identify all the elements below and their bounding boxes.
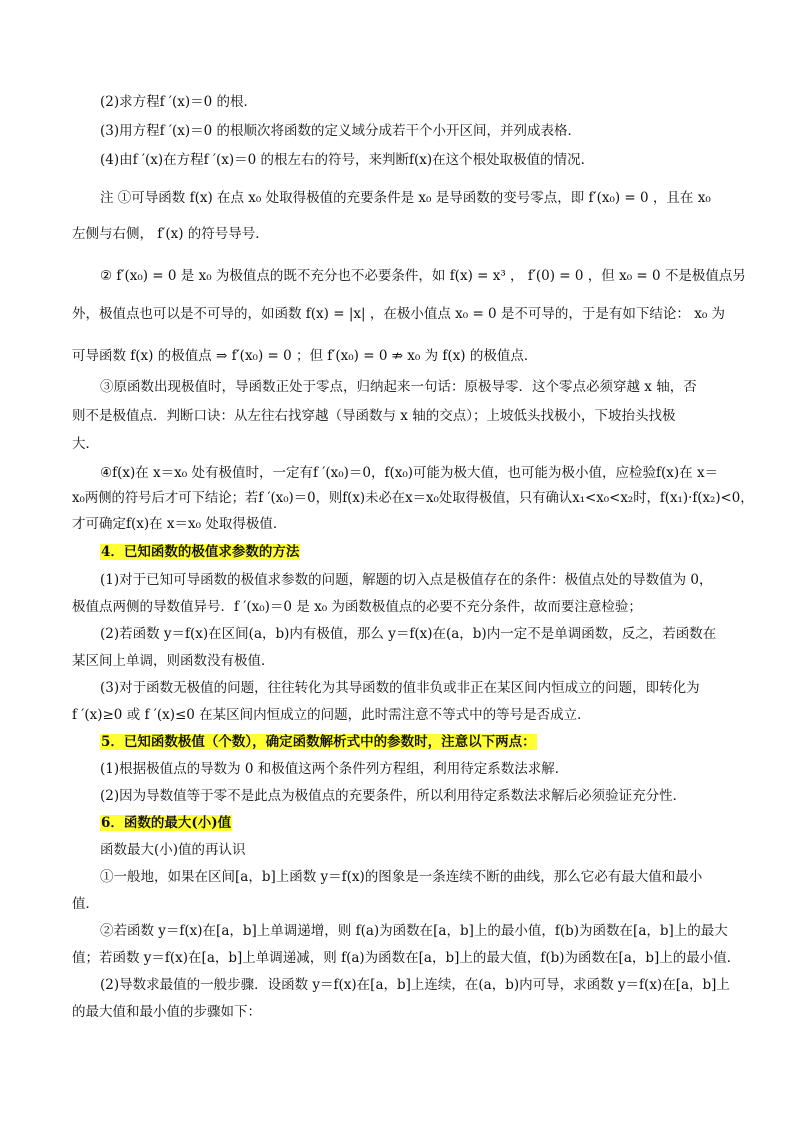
section-6-heading (100, 813, 232, 833)
section-4-item-1-cont: 极值点两侧的导数值异号．f ′(x₀)＝0 是 x₀ 为函数极值点的必要不充分条件，故而要注意检验； (72, 599, 642, 615)
note-1-text: 注 ①可导函数 f(x) 在点 x₀ 处取得极值的充要条件是 x₀ 是导函数的变号零点，即 f′(x₀) = 0 ，且在 x₀ (100, 190, 711, 206)
section-5-item-2: (2)因为导数值等于零不是此点为极值点的充要条件，所以利用待定系数法求解后必须验证充分性． (100, 788, 687, 804)
section-6-highlight: 6．函数的最大(小)值 (101, 815, 232, 831)
section-4-highlight: 4．已知函数的极值求参数的方法 (101, 544, 300, 560)
note-2-text-cont2: 可导函数 f(x) 的极值点 ⇒ f′(x₀) = 0 ；但 f′(x₀) = 0 ⇏ x₀ 为 f(x) 的极值点． (72, 348, 538, 364)
step-3-text: (3)用方程f ′(x)＝0 的根顺次将函数的定义域分成若干个小开区间，并列成表格． (100, 123, 582, 139)
note-4-text: ④f(x)在 x＝x₀ 处有极值时，一定有f ′(x₀)＝0，f(x₀)可能为极大值，也可能为极小值，应检验f(x)在 x＝ (100, 465, 719, 481)
note-2-text-cont: 外，极值点也可以是不可导的，如函数 f(x) = |x| ，在极小值点 x₀ = 0 是不可导的，于是有如下结论： x₀ 为 (72, 306, 726, 322)
step-2-text: (2)求方程f ′(x)＝0 的根． (100, 94, 258, 110)
section-4-item-3-cont: f ′(x)≥0 或 f ′(x)≤0 在某区间内恒成立的问题，此时需注意不等式中的等号是否成立． (72, 707, 591, 723)
section-5-heading (100, 732, 537, 752)
step-4-text: (4)由f ′(x)在方程f ′(x)＝0 的根左右的符号，来判断f(x)在这个根处取极值的情况． (100, 152, 595, 168)
section-5-item-1: (1)根据极值点的导数为 0 和极值这两个条件列方程组，利用待定系数法求解． (100, 761, 569, 777)
section-6-point-2: ②若函数 y＝f(x)在[a，b]上单调递增，则 f(a)为函数在[a，b]上的最小值，f(b)为函数在[a，b]上的最大 (100, 923, 728, 939)
note-1-text-cont: 左侧与右侧， f′(x) 的符号导号． (72, 226, 269, 242)
note-3-text-cont: 则不是极值点．判断口诀：从左往右找穿越（导函数与 x 轴的交点）；上坡低头找极小，下坡抬头找极 (72, 408, 676, 424)
section-4-item-2: (2)若函数 y＝f(x)在区间(a，b)内有极值，那么 y＝f(x)在(a，b)内一定不是单调函数，反之，若函数在 (100, 626, 717, 642)
section-4-item-3: (3)对于函数无极值的问题，往往转化为其导函数的值非负或非正在某区间内恒成立的问题，即转化为 (100, 680, 700, 696)
section-4-item-1: (1)对于已知可导函数的极值求参数的问题，解题的切入点是极值存在的条件：极值点处的导数值为 0， (100, 572, 713, 588)
section-4-heading (100, 542, 300, 562)
note-3-text: ③原函数出现极值时，导函数正处于零点，归纳起来一句话：原极导零．这个零点必须穿越 x 轴，否 (100, 379, 697, 395)
note-3-text-cont2: 大． (72, 436, 99, 452)
note-2-text: ② f′(x₀) = 0 是 x₀ 为极值点的既不充分也不必要条件，如 f(x) = x³ ， f′(0) = 0 ，但 x₀ = 0 不是极值点另 (100, 268, 746, 284)
section-6-subheading: 函数最大(小)值的再认识 (100, 842, 246, 858)
section-6-steps: (2)导数求最值的一般步骤．设函数 y＝f(x)在[a，b]上连续，在(a，b)内可导，求函数 y＝f(x)在[a，b]上 (100, 977, 730, 993)
note-4-text-cont2: 才可确定f(x)在 x＝x₀ 处取得极值． (72, 516, 287, 532)
section-6-point-1: ①一般地，如果在区间[a，b]上函数 y＝f(x)的图象是一条连续不断的曲线，那么它必有最大值和最小 (100, 869, 703, 885)
section-6-point-2-cont: 值；若函数 y＝f(x)在[a，b]上单调递减，则 f(a)为函数在[a，b]上的最大值，f(b)为函数在[a，b]上的最小值． (72, 950, 741, 966)
section-4-item-2-cont: 某区间上单调，则函数没有极值． (72, 653, 275, 669)
section-5-highlight: 5．已知函数极值（个数），确定函数解析式中的参数时，注意以下两点： (101, 734, 536, 750)
section-6-point-1-cont: 值． (72, 896, 99, 912)
section-6-steps-cont: 的最大值和最小值的步骤如下： (72, 1004, 261, 1020)
note-4-text-cont: x₀两侧的符号后才可下结论；若f ′(x₀)＝0，则f(x)未必在x＝x₀处取得极值，只有确认x₁<x₀<x₂时，f(x₁)·f(x₂)<0， (72, 490, 754, 506)
